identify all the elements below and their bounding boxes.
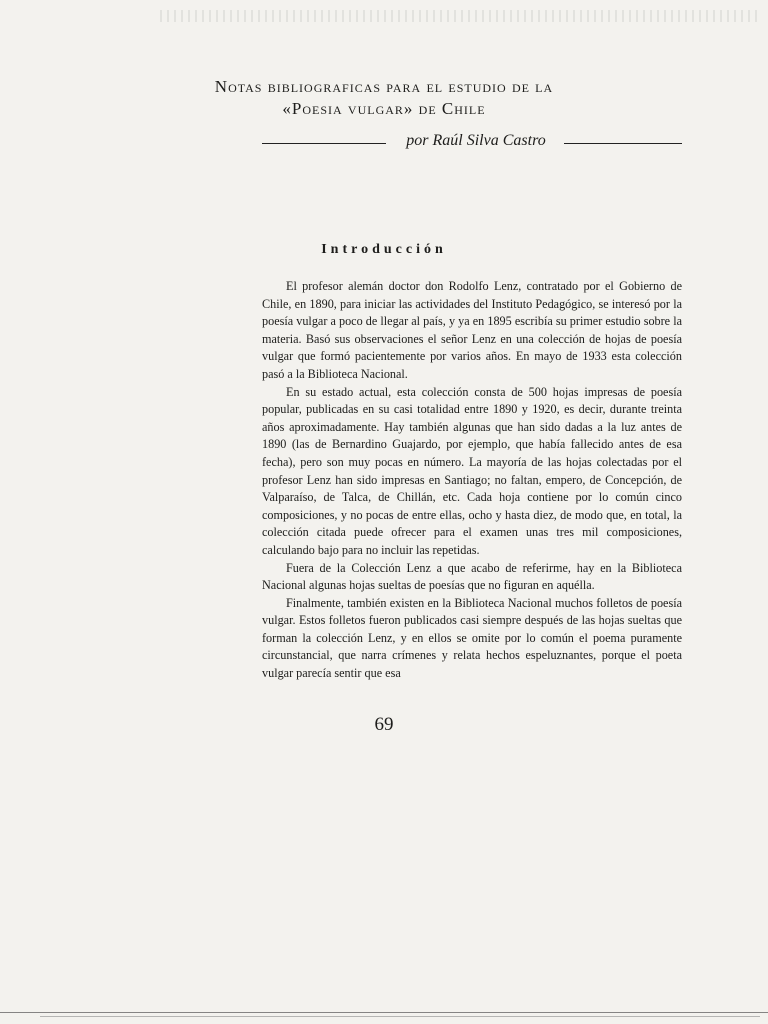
scan-edge-line [40,1016,760,1017]
page-number: 69 [374,714,394,735]
title-line-1: Notas bibliograficas para el estudio de la [214,77,554,96]
paragraph: El profesor alemán doctor don Rodolfo Lenz, contratado por el Gobierno de Chile, en 1890, para iniciar las actividades del Instituto Pedagógico, se interesó por la poesía vulgar a poco de llegar al país, y ya en 1895 escribía su primer estudio sobre la materia. Basó sus observaciones el señor Lenz en una colección de hojas de poesía vulgar que formó pacientemente por varios años. En mayo de 1933 esta colección pasó a la Biblioteca Nacional. [262,279,682,381]
author-rule-left [262,143,386,144]
scan-artifact [160,10,760,22]
author-name: por Raúl Silva Castro [406,132,546,149]
body-text [262,278,682,683]
paragraph: En su estado actual, esta colección consta de 500 hojas impresas de poesía popular, publicadas en su casi totalidad entre 1890 y 1920, es decir, durante treinta años aproximadamente. Hay también algunas que han sido dadas a la luz antes de 1890 (las de Bernardino Guajardo, por ejemplo, que había fallecido antes de esa fecha), pero son muy pocas en número. La mayoría de las hojas colectadas por el profesor Lenz han sido impresas en Santiago; no faltan, empero, de Concepción, de Valparaíso, de Talca, de Chillán, etc. Cada hoja contiene por lo común cinco composiciones, y no pocas de entre ellas, ocho y hasta diez, de modo que, en total, la colección citada puede ofrecer para el examen unas tres mil composiciones, calculando bajo para no incluir las repetidas. [262,384,682,557]
title-line-2: «Poesia vulgar» de Chile [282,99,486,118]
author-line [262,132,682,154]
author-rule-right [564,143,682,144]
paragraph: Fuera de la Colección Lenz a que acabo de referirme, hay en la Biblioteca Nacional algunas hojas sueltas de poesías que no figuran en aquélla. [262,560,682,593]
article-title [0,76,768,120]
section-heading: Introducción [321,242,447,257]
paragraph: Finalmente, también existen en la Biblioteca Nacional muchos folletos de poesía vulgar. Estos folletos fueron publicados casi siempre después de las hojas sueltas que forman la colección Lenz, y en ellos se omite por lo común el poema puramente circunstancial, que narra crímenes y relata hechos espeluznantes, porque el poeta vulgar parecía sentir que esa [262,595,682,681]
scan-edge-line [0,1012,768,1013]
